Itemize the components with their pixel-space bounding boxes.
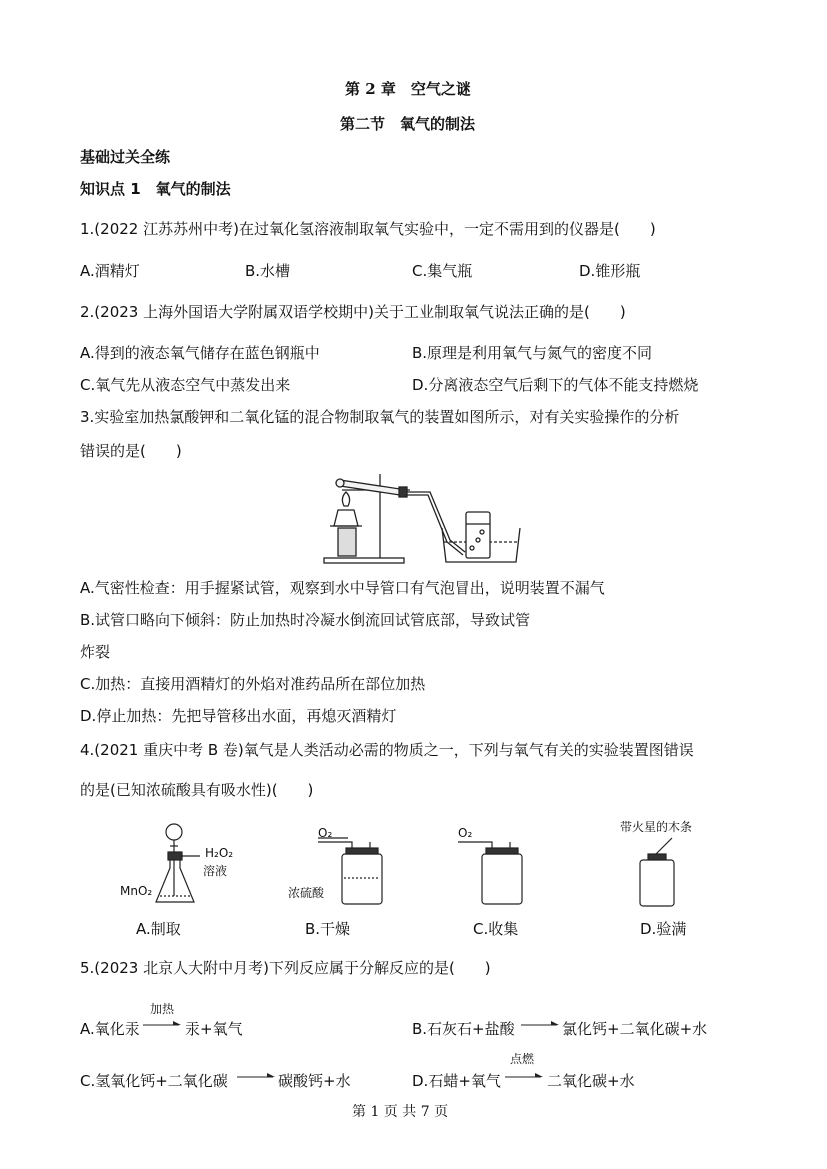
question-3-option-b: B.试管口略向下倾斜：防止加热时冷凝水倒流回试管底部，导致试管	[80, 611, 531, 629]
question-5-option-a-reactant: A.氧化汞	[80, 1020, 140, 1038]
question-2-stem: 2.(2023 上海外国语大学附属双语学校期中)关于工业制取氧气说法正确的是( )	[80, 303, 626, 321]
question-1-option-c: C.集气瓶	[412, 262, 473, 280]
question-5-option-c-product: 碳酸钙+水	[278, 1072, 351, 1090]
question-1-option-a: A.酒精灯	[80, 262, 140, 280]
figure-d-checking-apparatus	[636, 836, 686, 910]
question-1-stem: 1.(2022 江苏苏州中考)在过氧化氢溶液制取氧气实验中，一定不需用到的仪器是( )	[80, 220, 656, 238]
figure-b-caption: B.干燥	[305, 920, 351, 938]
question-1-option-b: B.水槽	[245, 262, 291, 280]
question-2-option-a: A.得到的液态氧气储存在蓝色钢瓶中	[80, 344, 320, 362]
question-3-stem-line2: 错误的是( )	[80, 442, 182, 460]
figure-d-splint-label: 带火星的木条	[620, 820, 693, 834]
figure-c-caption: C.收集	[473, 920, 519, 938]
knowledge-point-title: 知识点 1 氧气的制法	[80, 180, 231, 198]
question-3-option-a: A.气密性检查：用手握紧试管，观察到水中导管口有气泡冒出，说明装置不漏气	[80, 579, 605, 597]
section-title: 第二节 氧气的制法	[340, 115, 476, 133]
question-5-option-b-product: 氯化钙+二氧化碳+水	[562, 1020, 708, 1038]
figure-c-o2-label: O₂	[458, 826, 473, 840]
question-3-stem-line1: 3.实验室加热氯酸钾和二氧化锰的混合物制取氧气的装置如图所示，对有关实验操作的分析	[80, 408, 680, 426]
question-2-option-d: D.分离液态空气后剩下的气体不能支持燃烧	[412, 376, 699, 394]
question-5-option-a-product: 汞+氧气	[185, 1020, 243, 1038]
question-5-option-a-arrow	[143, 1020, 183, 1030]
question-5-option-c-reactant: C.氢氧化钙+二氧化碳	[80, 1072, 228, 1090]
question-2-option-c: C.氧气先从液态空气中蒸发出来	[80, 376, 291, 394]
question-5-option-d-arrow	[505, 1072, 545, 1082]
figure-a-caption: A.制取	[136, 920, 181, 938]
question-5-option-d-product: 二氧化碳+水	[547, 1072, 635, 1090]
question-5-option-d-reactant: D.石蜡+氧气	[412, 1072, 501, 1090]
question-5-option-c-arrow	[237, 1072, 277, 1082]
figure-c-collection-apparatus	[458, 838, 528, 908]
question-3-option-b-continued: 炸裂	[80, 643, 111, 661]
question-4-stem-line2: 的是(已知浓硫酸具有吸水性)( )	[80, 781, 314, 799]
figure-a-solution-label: 溶液	[203, 864, 228, 878]
question-5-option-d-condition: 点燃	[510, 1052, 535, 1066]
figure-b-acid-label: 浓硫酸	[288, 886, 325, 900]
page-footer: 第 1 页 共 7 页	[352, 1104, 449, 1120]
figure-d-caption: D.验满	[640, 920, 687, 938]
chapter-title: 第 2 章 空气之谜	[345, 80, 471, 98]
question-5-option-a-condition: 加热	[150, 1002, 175, 1016]
question-3-option-c: C.加热：直接用酒精灯的外焰对准药品所在部位加热	[80, 675, 426, 693]
question-4-stem-line1: 4.(2021 重庆中考 B 卷)氧气是人类活动必需的物质之一，下列与氧气有关的实验装置图错误	[80, 741, 694, 759]
figure-b-drying-apparatus	[318, 838, 388, 908]
question-3-option-d: D.停止加热：先把导管移出水面，再熄灭酒精灯	[80, 707, 397, 725]
oxygen-heating-apparatus-figure	[320, 468, 520, 568]
figure-b-o2-label: O₂	[318, 826, 333, 840]
question-1-option-d: D.锥形瓶	[579, 262, 641, 280]
question-2-option-b: B.原理是利用氧气与氮气的密度不同	[412, 344, 653, 362]
figure-a-h2o2-label: H₂O₂	[205, 846, 234, 860]
question-5-stem: 5.(2023 北京人大附中月考)下列反应属于分解反应的是( )	[80, 959, 491, 977]
figure-a-mno2-label: MnO₂	[120, 884, 153, 898]
question-5-option-b-arrow	[521, 1020, 561, 1030]
part-title: 基础过关全练	[80, 148, 171, 166]
question-5-option-b-reactant: B.石灰石+盐酸	[412, 1020, 515, 1038]
